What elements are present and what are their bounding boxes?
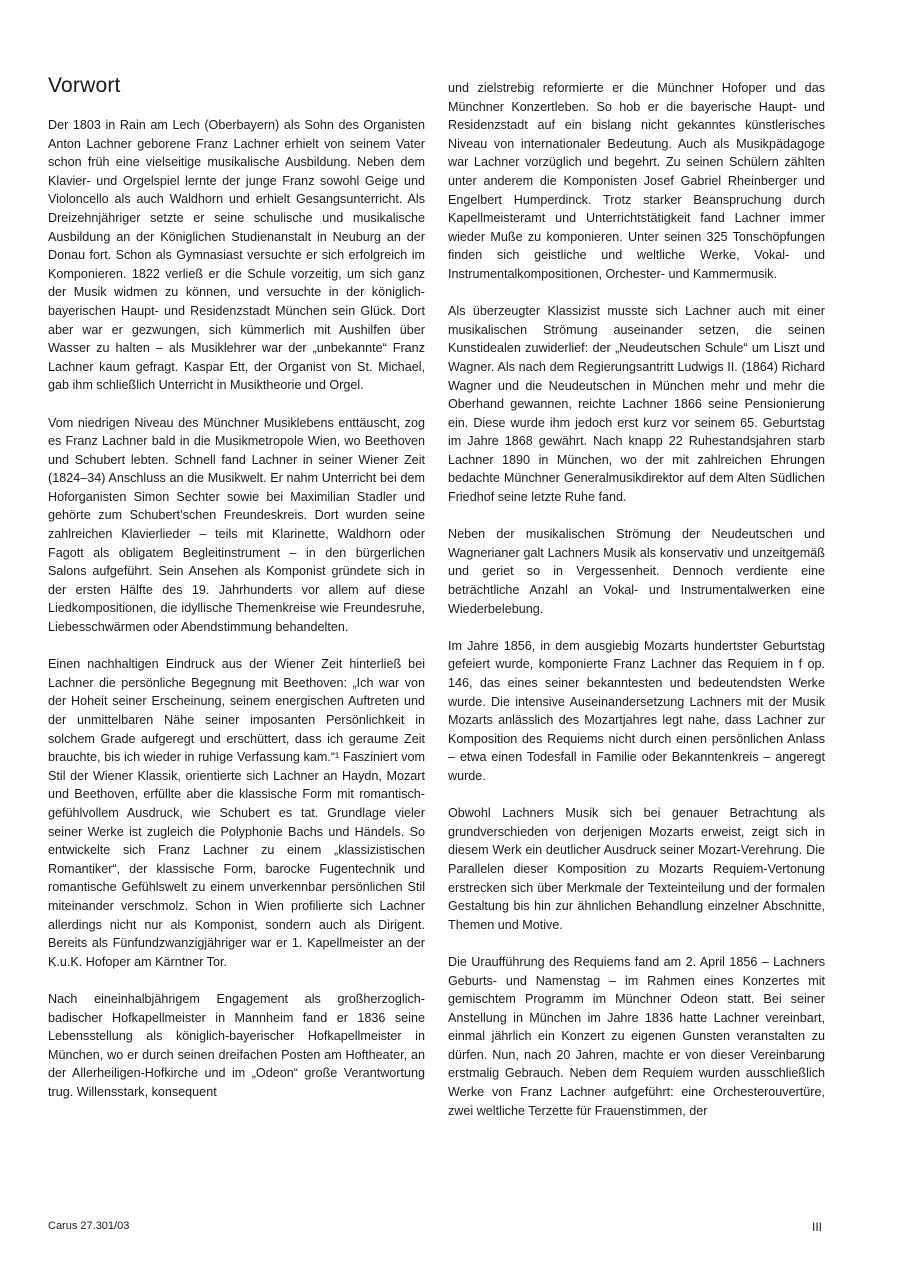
paragraph: Vom niedrigen Niveau des Münchner Musiklebens enttäuscht, zog es Franz Lachner bald in die Musikmetropole Wien, wo Beethoven und Schubert lebten. Schnell fand Lachner in seiner Wiener Zeit (1824–34) Anschluss an die Musikwelt. Er nahm Unterricht bei dem Hoforganisten Simon Sechter sowie bei Maximilian Stadler und gehörte zum Schubert’schen Freundeskreis. Dort wurden seine zahlreichen Klavierlieder – teils mit Klarinette, Waldhorn oder Fagott als obligatem Begleitinstrument – in den bürgerlichen Salons aufgeführt. Sein Ansehen als Komponist gründete sich in der ersten Hälfte des 19. Jahrhunderts vor allem auf diese Liedkompositionen, die idyllische Themenkreise wie Freundesruhe, Liebesschwärmen oder Abendstimmung behandelten. [48, 415, 425, 635]
paragraph: Die Uraufführung des Requiems fand am 2. April 1856 – Lachners Geburts- und Namenstag – im Rahmen eines Konzertes mit gemischtem Programm im Münchner Odeon statt. Bei seiner Anstellung in München im Jahre 1836 hatte Lachner vereinbart, einmal jährlich ein Konzert zu eigenen Gunsten veranstalten zu dürfen. Nun, nach 20 Jahren, machte er von dieser Vereinbarung erstmalig Gebrauch. Neben dem Requiem wurden ausschließlich Werke von Franz Lachner aufgeführt: eine Orchesterouvertüre, zwei weltliche Terzette für Frauenstimmen, der [448, 954, 825, 1118]
paragraph: Im Jahre 1856, in dem ausgiebig Mozarts hundertster Geburtstag gefeiert wurde, komponierte Franz Lachner das Requiem in f op. 146, das eines seiner bekanntesten und bedeutendsten Werke wurde. Die intensive Auseinandersetzung Lachners mit der Musik Mozarts anlässlich des Mozartjahres legt nahe, dass Lachner zur Komposition des Requiems nicht durch einen persönlichen Anlass – etwa einen Todesfall in Familie oder Bekanntenkreis – angeregt wurde. [448, 638, 825, 783]
paragraph: Nach eineinhalbjährigem Engagement als großherzoglich-badischer Hofkapellmeister in Mannheim fand er 1836 seine Lebensstellung als königlich-bayerischer Hofkapellmeister in München, wo er durch seinen dreifachen Posten am Hoftheater, an der Allerheiligen-Hofkirche und im „Odeon“ große Verantwortung trug. Willensstark, konsequent [48, 991, 425, 1099]
paragraph: Als überzeugter Klassizist musste sich Lachner auch mit einer musikalischen Strömung auseinander setzen, die seinen Kunstidealen zuwiderlief: der „Neudeutschen Schule“ um Liszt und Wagner. Als nach dem Regierungsantritt Ludwigs II. (1864) Richard Wagner und die Neudeutschen in München mehr und mehr die Oberhand gewannen, reichte Lachner 1866 seine Pensionierung ein. Diese wurde ihm jedoch erst kurz vor seinem 65. Geburtstag im Jahre 1868 gewährt. Nach knapp 22 Ruhestandsjahren starb Lachner 1890 in München, wo der mit zahlreichen Ehrungen bedachte Münchner Generalmusikdirektor auf dem Alten Südlichen Friedhof seine letzte Ruhe fand. [448, 304, 825, 505]
paragraph: Einen nachhaltigen Eindruck aus der Wiener Zeit hinterließ bei Lachner die persönliche Begegnung mit Beethoven: „Ich war von der Hoheit seiner Erscheinung, seinem energischen Auftreten und der unmittelbaren Nähe seiner imposanten Persönlichkeit in solchem Grade aufgeregt und erschüttert, dass ich geraume Zeit brauchte, bis ich wieder in ruhige Verfassung kam.“¹ Fasziniert vom Stil der Wiener Klassik, orientierte sich Lachner an Haydn, Mozart und Beethoven, erfüllte aber die klassische Form mit romantisch-gefühlvollem Ausdruck, wie Schubert es tat. Grundlage vieler seiner Werke ist zugleich die Polyphonie Bachs und Händels. So entwickelte sich Franz Lachner zu einem „klassizistischen Romantiker“, der klassische Form, barocke Fugentechnik und romantische Gefühlswelt zu einem unverkennbar persönlichen Stil miteinander verschmolz. Schon in Wien profilierte sich Lachner allerdings nicht nur als Komponist, sondern auch als Dirigent. Bereits als Fünfundzwanzigjähriger war er 1. Kapellmeister an der K.u.K. Hofoper am Kärntner Tor. [48, 657, 425, 969]
paragraph: Neben der musikalischen Strömung der Neudeutschen und Wagnerianer galt Lachners Musik als konservativ und unzeitgemäß und geriet so in Vergessenheit. Dennoch verdiente eine beträchtliche Anzahl an Vokal- und Instrumentalwerken eine Wiederbelebung. [448, 527, 825, 616]
right-column [448, 79, 825, 1120]
catalog-number: Carus 27.301/03 [48, 1220, 130, 1232]
paragraph: und zielstrebig reformierte er die Münchner Hofoper und das Münchner Konzertleben. So hob er die bayerische Haupt- und Residenzstadt auf ein bislang nicht gekanntes künstlerisches Niveau von internationaler Bedeutung. Auch als Musikpädagoge war Lachner vorzüglich und begehrt. Zu seinen Schülern zählten unter anderem die Komponisten Josef Gabriel Rheinberger und Engelbert Humperdinck. Trotz starker Beanspruchung durch Kapellmeisteramt und Unterrichtstätigkeit fand Lachner immer wieder Muße zu komponieren. Unter seinen 325 Tonschöpfungen finden sich geistliche und weltliche Werke, Vokal- und Instrumentalkompositionen, Orchester- und Kammermusik. [448, 81, 825, 281]
paragraph: Obwohl Lachners Musik sich bei genauer Betrachtung als grundverschieden von derjenigen Mozarts erweist, zeigt sich in diesem Werk ein deutlicher Ausdruck seiner Mozart-Verehrung. Die Parallelen dieser Komposition zu Mozarts Requiem-Vertonung erstrecken sich über Merkmale der Texteinteilung und der formalen Gestaltung bis hin zur ähnlichen Behandlung einzelner Abschnitte, Themen und Motive. [448, 806, 825, 932]
page-title: Vorwort [48, 74, 121, 97]
left-column [48, 116, 425, 1101]
paragraph: Der 1803 in Rain am Lech (Oberbayern) als Sohn des Organisten Anton Lachner geborene Franz Lachner erhielt von seinem Vater schon früh eine vielseitige musikalische Ausbildung. Neben dem Klavier- und Orgelspiel lernte der junge Franz sowohl Geige und Violoncello als auch Waldhorn und erhielt Gesangsunterricht. Als Dreizehnjähriger setzte er seine schulische und musikalische Ausbildung an der Königlichen Studienanstalt in Neuburg an der Donau fort. Schon als Gymnasiast versuchte er sich erfolgreich im Komponieren. 1822 verließ er die Schule vorzeitig, um sich ganz der Musik widmen zu können, und versuchte in der königlich-bayerischen Haupt- und Residenzstadt München sein Glück. Dort aber war er gezwungen, sich kümmerlich mit Aushilfen über Wasser zu halten – als Musiklehrer war der „unbekannte“ Franz Lachner kaum gefragt. Kaspar Ett, der Organist von St. Michael, gab ihm schließlich Unterricht in Musiktheorie und Orgel. [48, 118, 425, 393]
page-number: III [811, 1220, 822, 1234]
